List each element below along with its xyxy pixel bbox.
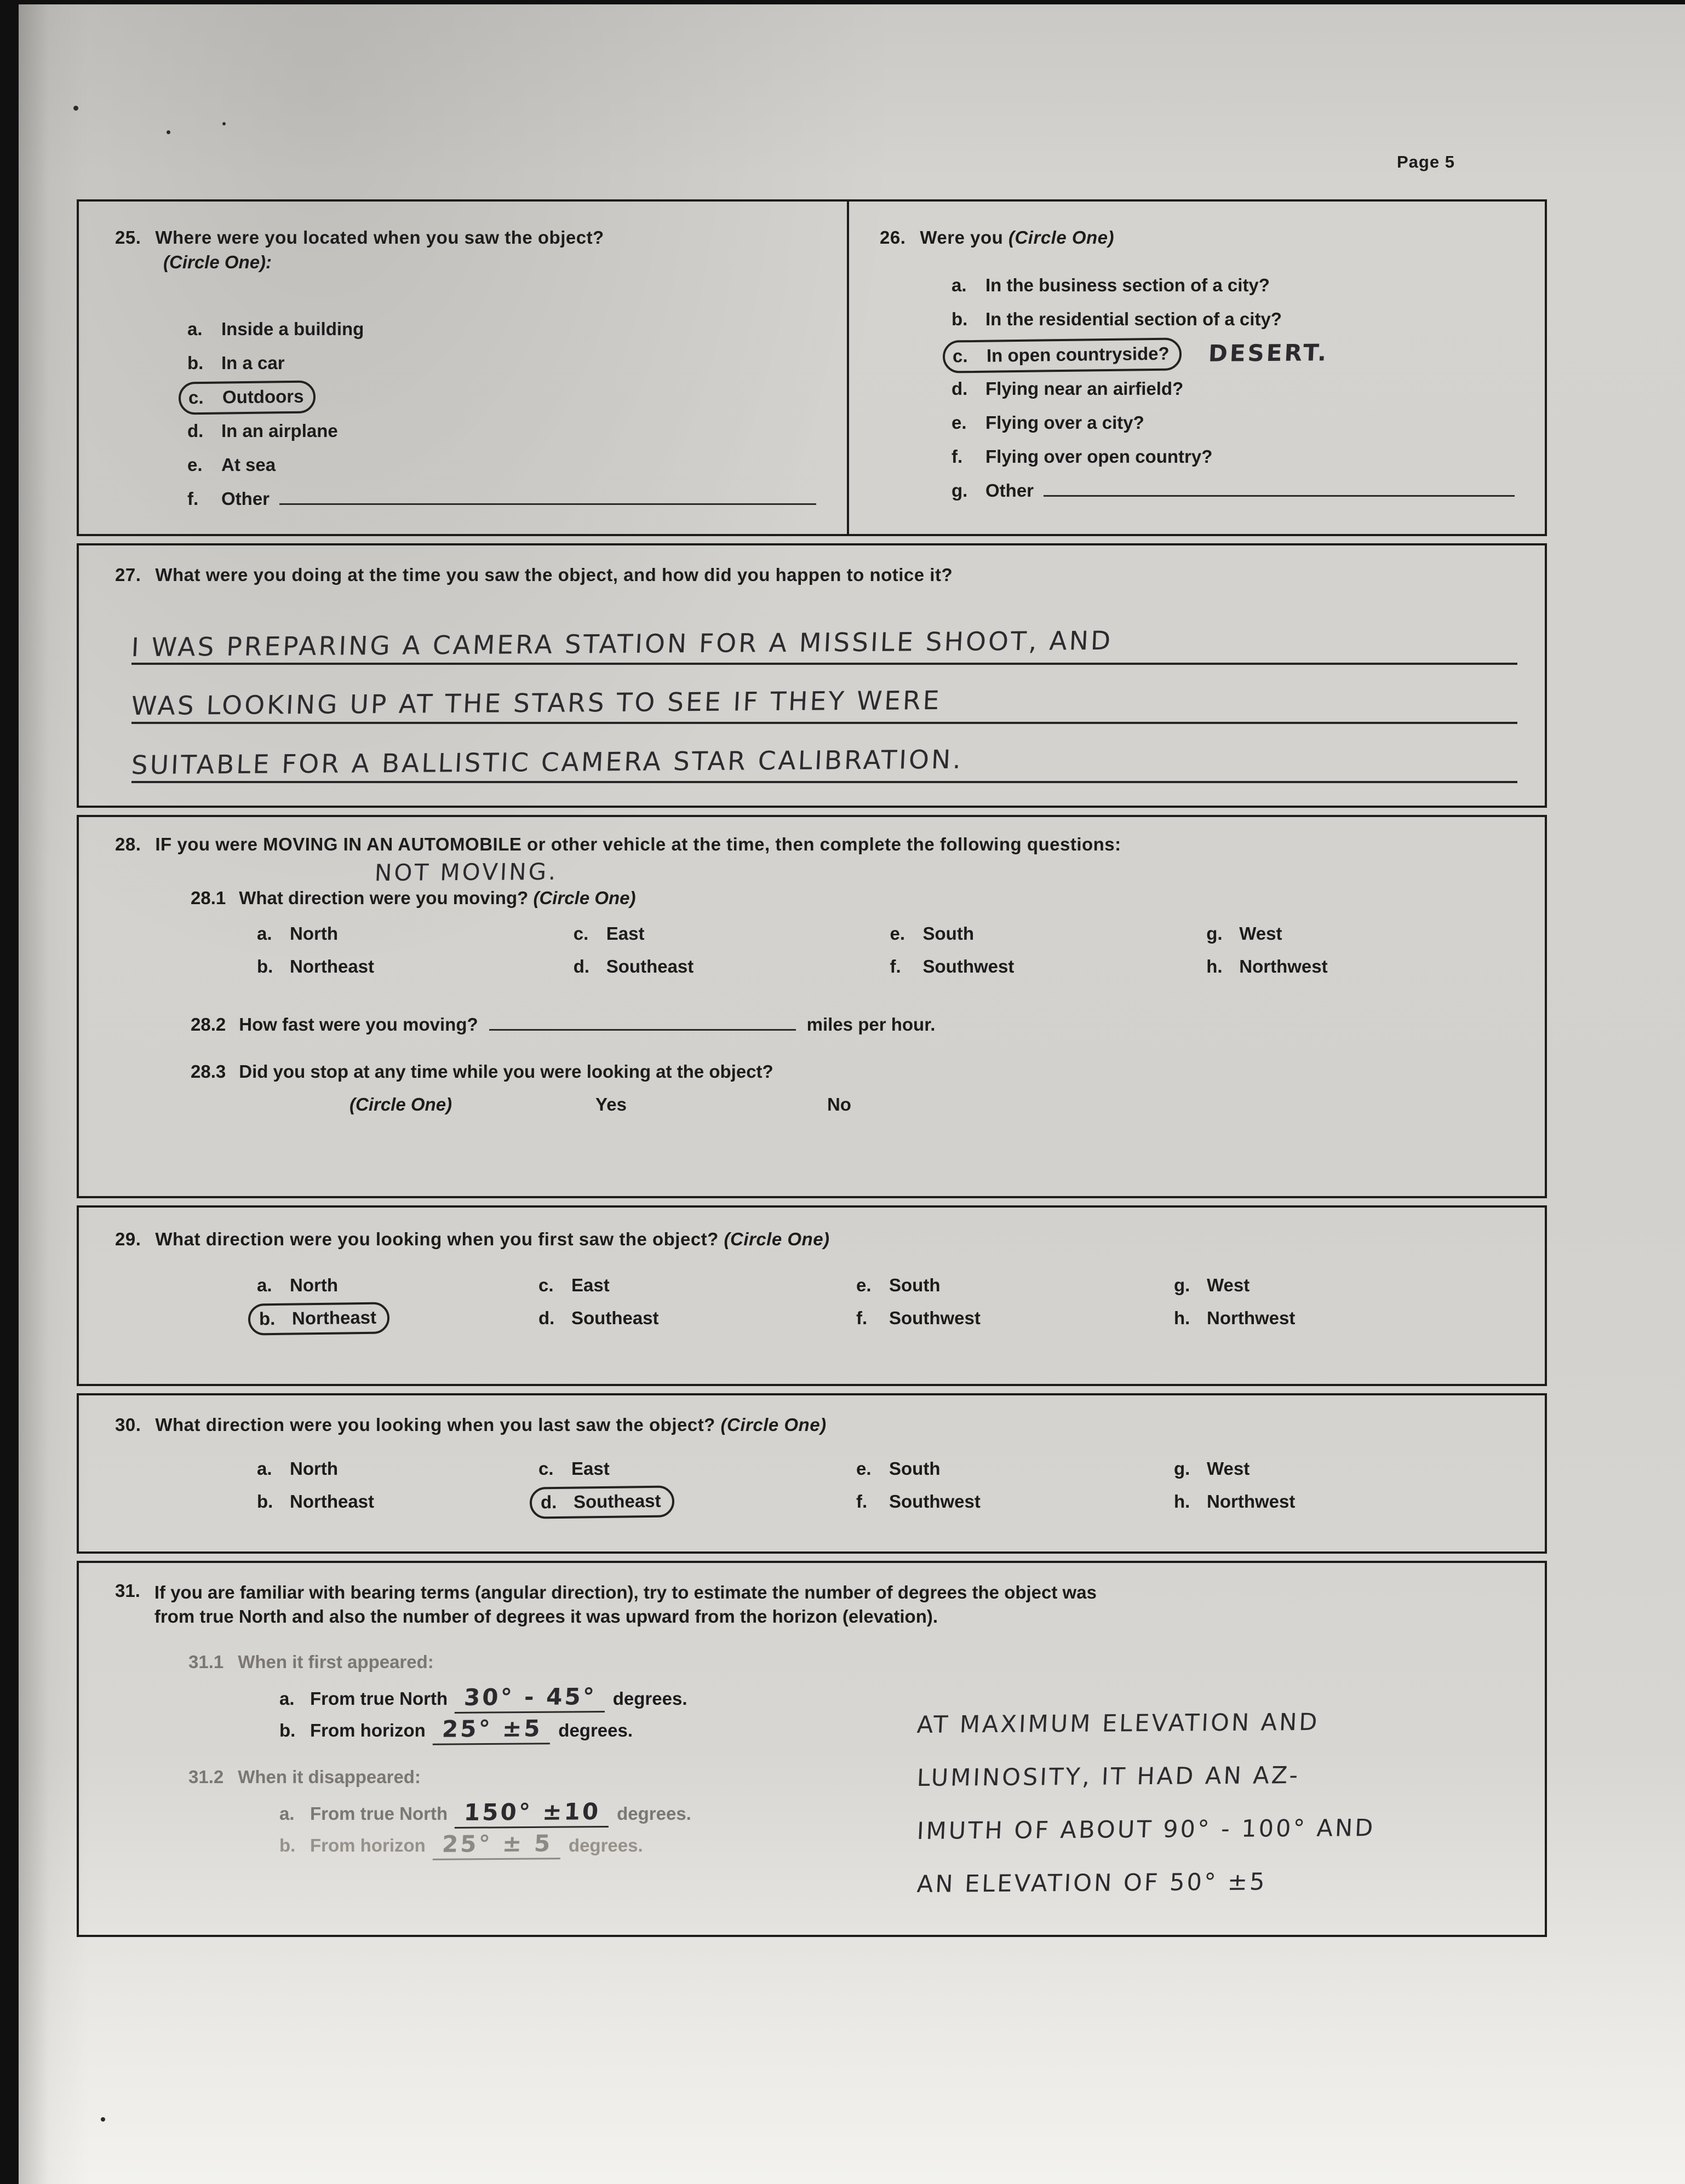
question-text: Were you	[920, 227, 1004, 248]
option-row	[952, 268, 1532, 302]
option-label: Other	[985, 480, 1034, 501]
direction-column	[538, 1452, 856, 1518]
question-text: What were you doing at the time you saw the object, and how did you happen to notice it?	[155, 565, 953, 585]
direction-column	[856, 1452, 1174, 1518]
option-letter: h.	[1206, 956, 1223, 976]
option-letter: e.	[187, 455, 203, 475]
question-text: When it disappeared:	[238, 1767, 421, 1787]
direction-column	[538, 1269, 856, 1335]
option-label: Southeast	[606, 956, 694, 976]
handwritten-answer: SUITABLE FOR A BALLISTIC CAMERA STAR CALIBRATION.	[130, 744, 964, 781]
question-text-line: from true North and also the number of degrees it was upward from the horizon (elevation).	[154, 1606, 938, 1626]
option-letter: c.	[188, 387, 204, 408]
option-row	[952, 302, 1532, 336]
option-row	[1206, 950, 1523, 983]
option-row	[856, 1485, 1174, 1518]
question-28-header	[115, 832, 1523, 857]
option-letter: a.	[187, 319, 203, 339]
scan-artifact	[73, 106, 78, 111]
option-row	[538, 1302, 856, 1335]
handwritten-note-line: LUMINOSITY, IT HAD AN AZ-	[916, 1762, 1301, 1792]
degrees-suffix: degrees.	[568, 1835, 643, 1855]
option-row	[856, 1452, 1174, 1485]
option-row	[1206, 917, 1523, 950]
option-row	[257, 1452, 538, 1485]
question-30-header	[115, 1413, 1523, 1437]
option-row	[1174, 1302, 1492, 1335]
option-label: In a car	[221, 353, 285, 373]
option-label: From horizon	[310, 1835, 426, 1855]
option-label: Southeast	[571, 1308, 659, 1328]
question-29-box	[77, 1205, 1547, 1386]
handwritten-answer: NOT MOVING.	[374, 858, 559, 887]
page-number: Page 5	[1397, 152, 1455, 171]
question-28-box	[77, 815, 1547, 1198]
option-label: Northeast	[291, 1307, 377, 1329]
option-letter: b.	[279, 1720, 296, 1740]
handwritten-answer: 150° ±10	[455, 1798, 610, 1829]
handwritten-answer: 30° - 45°	[455, 1683, 606, 1714]
option-row	[257, 917, 574, 950]
question-text: Where were you located when you saw the object?	[155, 227, 604, 248]
answer-line	[131, 724, 1517, 783]
direction-grid-29	[221, 1269, 1523, 1335]
option-label: North	[290, 1458, 338, 1479]
option-row	[538, 1485, 856, 1518]
question-number: 29.	[115, 1229, 141, 1249]
hand-circle-annotation	[530, 1485, 674, 1519]
option-label: Flying over open country?	[985, 446, 1213, 467]
circle-one-label: (Circle One)	[1008, 227, 1115, 248]
option-label: North	[290, 1275, 338, 1295]
option-letter: f.	[187, 488, 199, 509]
question-29-header	[115, 1227, 1523, 1251]
direction-column	[257, 917, 574, 983]
option-letter: d.	[540, 1492, 557, 1513]
option-row	[890, 950, 1207, 983]
option-letter: b.	[952, 309, 968, 329]
no-option: No	[827, 1094, 851, 1114]
option-letter: f.	[856, 1308, 868, 1328]
question-25-26-box	[77, 199, 1547, 536]
question-28-3	[191, 1061, 1523, 1082]
option-row	[1174, 1452, 1492, 1485]
question-number: 28.2	[191, 1014, 226, 1034]
option-label: Northeast	[290, 1491, 375, 1511]
option-label: In the residential section of a city?	[985, 309, 1282, 329]
option-row	[952, 336, 1532, 372]
option-letter: d.	[573, 956, 590, 976]
option-row	[538, 1452, 856, 1485]
circle-one-label: (Circle One)	[533, 888, 636, 908]
hand-circle-annotation	[179, 380, 316, 415]
scan-artifact	[101, 2117, 105, 2122]
option-row	[187, 346, 834, 380]
option-label: In an airplane	[221, 421, 338, 441]
option-letter: f.	[890, 956, 901, 976]
option-label: Outdoors	[222, 386, 304, 407]
direction-column	[890, 917, 1207, 983]
handwritten-answer: 25° ±5	[433, 1715, 552, 1745]
option-row	[1174, 1485, 1492, 1518]
question-text: When it first appeared:	[238, 1652, 434, 1672]
option-label: West	[1207, 1275, 1250, 1295]
direction-column	[1174, 1452, 1492, 1518]
option-row	[856, 1269, 1174, 1302]
question-26-header	[880, 226, 1532, 250]
questionnaire-form	[77, 199, 1547, 1944]
option-letter: g.	[1174, 1275, 1190, 1295]
option-label: Southwest	[889, 1308, 981, 1328]
question-number: 27.	[115, 565, 141, 585]
option-letter: a.	[257, 1275, 272, 1295]
question-suffix: miles per hour.	[806, 1014, 936, 1034]
option-row	[538, 1269, 856, 1302]
option-letter: d.	[952, 378, 968, 399]
circle-one-label: (Circle One)	[349, 1094, 452, 1114]
option-letter: a.	[279, 1688, 295, 1709]
option-letter: a.	[257, 1458, 272, 1479]
option-letter: f.	[952, 446, 963, 467]
option-letter: b.	[279, 1835, 296, 1855]
circle-one-label: (Circle One):	[163, 252, 272, 272]
option-row	[856, 1302, 1174, 1335]
handwritten-answer: WAS LOOKING UP AT THE STARS TO SEE IF THEY WERE	[130, 685, 942, 722]
question-28-1	[191, 888, 1523, 909]
option-letter: g.	[952, 480, 968, 501]
question-31-1-label	[188, 1652, 1523, 1673]
option-letter: h.	[1174, 1491, 1190, 1511]
option-label: Flying near an airfield?	[985, 378, 1184, 399]
option-row	[187, 414, 834, 448]
question-28-answer	[375, 859, 1523, 886]
option-letter: b.	[257, 956, 273, 976]
option-label: South	[889, 1458, 941, 1479]
handwritten-answer: 25° ± 5	[433, 1830, 562, 1860]
handwritten-note-line: AT MAXIMUM ELEVATION AND	[916, 1708, 1320, 1739]
option-letter: e.	[952, 412, 967, 433]
option-label: From true North	[310, 1688, 448, 1709]
hand-circle-annotation	[248, 1302, 390, 1335]
hand-circle-annotation	[943, 337, 1182, 373]
option-letter: a.	[279, 1803, 295, 1824]
option-letter: c.	[573, 923, 589, 944]
option-letter: h.	[1174, 1308, 1190, 1328]
option-label: From horizon	[310, 1720, 426, 1740]
question-text: Did you stop at any time while you were looking at the object?	[239, 1061, 773, 1082]
option-letter: e.	[856, 1458, 872, 1479]
option-label: In open countryside?	[986, 343, 1170, 366]
question-26-section	[849, 202, 1545, 534]
scanned-page	[19, 4, 1685, 2184]
option-label: From true North	[310, 1803, 448, 1824]
option-letter: d.	[538, 1308, 555, 1328]
option-label: East	[606, 923, 645, 944]
option-label: Southwest	[889, 1491, 981, 1511]
option-label: Northwest	[1207, 1491, 1296, 1511]
option-row	[257, 1269, 538, 1302]
option-label: Inside a building	[221, 319, 364, 339]
question-26-options	[952, 268, 1532, 508]
question-31-side-note	[917, 1697, 1536, 1909]
question-27-header	[115, 563, 1523, 587]
question-number: 30.	[115, 1415, 141, 1435]
question-text: What direction were you looking when you last saw the object?	[155, 1415, 715, 1435]
option-letter: g.	[1174, 1458, 1190, 1479]
option-letter: d.	[187, 421, 204, 441]
direction-column	[221, 1452, 538, 1518]
direction-grid-28-1	[257, 917, 1523, 983]
option-label: East	[571, 1458, 610, 1479]
question-number: 31.1	[188, 1652, 224, 1672]
option-row	[574, 917, 890, 950]
question-text: How fast were you moving?	[239, 1014, 478, 1034]
question-text: What direction were you moving?	[239, 888, 529, 908]
question-28-3-choices	[349, 1094, 1523, 1115]
option-row	[257, 1485, 538, 1518]
option-letter: g.	[1206, 923, 1223, 944]
question-31-header	[115, 1580, 1523, 1629]
option-label: South	[922, 923, 974, 944]
option-row	[1174, 1269, 1492, 1302]
option-row	[257, 950, 574, 983]
question-27-box	[77, 543, 1547, 808]
option-label: West	[1207, 1458, 1250, 1479]
option-label: At sea	[221, 455, 276, 475]
option-label: Southeast	[573, 1490, 661, 1512]
circle-one-label: (Circle One)	[720, 1415, 827, 1435]
option-label: Other	[221, 488, 270, 509]
option-label: Northeast	[290, 956, 375, 976]
question-text: What direction were you looking when you first saw the object?	[155, 1229, 719, 1249]
direction-column	[1174, 1269, 1492, 1335]
question-text: IF you were MOVING IN AN AUTOMOBILE or other vehicle at the time, then complete the following questions:	[155, 834, 1121, 854]
option-letter: c.	[952, 346, 968, 366]
degrees-suffix: degrees.	[612, 1688, 687, 1709]
option-row	[257, 1302, 538, 1335]
question-28-2	[191, 1011, 1523, 1035]
option-label: In the business section of a city?	[985, 275, 1270, 295]
question-number: 28.3	[191, 1061, 226, 1082]
option-letter: f.	[856, 1491, 868, 1511]
question-number: 31.	[115, 1580, 140, 1601]
option-label: East	[571, 1275, 610, 1295]
option-label: North	[290, 923, 338, 944]
option-row	[574, 950, 890, 983]
option-letter: a.	[952, 275, 967, 295]
question-number: 28.	[115, 834, 141, 854]
scan-artifact	[222, 122, 226, 125]
answer-line	[131, 606, 1517, 665]
option-label: Northwest	[1207, 1308, 1296, 1328]
option-row	[187, 482, 834, 516]
question-25-section	[79, 202, 849, 534]
blank-line	[1044, 478, 1515, 497]
option-row	[952, 474, 1532, 508]
option-row	[187, 380, 834, 414]
question-text	[154, 1580, 1097, 1629]
answer-line	[131, 665, 1517, 724]
direction-column	[1206, 917, 1523, 983]
option-label: Northwest	[1239, 956, 1328, 976]
option-row	[890, 917, 1207, 950]
option-row	[952, 440, 1532, 474]
question-30-box	[77, 1393, 1547, 1554]
option-letter: b.	[187, 353, 204, 373]
yes-option: Yes	[595, 1094, 627, 1114]
handwritten-answer: I WAS PREPARING A CAMERA STATION FOR A MISSILE SHOOT, AND	[130, 625, 1114, 663]
option-letter: e.	[890, 923, 905, 944]
option-letter: c.	[538, 1458, 554, 1479]
circle-one-label: (Circle One)	[724, 1229, 830, 1249]
question-25-header	[115, 226, 834, 250]
option-letter: b.	[259, 1308, 276, 1329]
option-label: South	[889, 1275, 941, 1295]
direction-column	[856, 1269, 1174, 1335]
scan-artifact	[167, 130, 170, 134]
question-number: 25.	[115, 227, 141, 248]
option-label: Flying over a city?	[985, 412, 1144, 433]
question-text-line: If you are familiar with bearing terms (angular direction), try to estimate the number of degrees the object was	[154, 1582, 1097, 1602]
handwritten-answer: DESERT.	[1207, 339, 1329, 367]
handwritten-note-line: IMUTH OF ABOUT 90° - 100° AND	[916, 1814, 1376, 1845]
question-31-box	[77, 1561, 1547, 1937]
direction-grid-30	[221, 1452, 1523, 1518]
option-row	[187, 312, 834, 346]
degrees-suffix: degrees.	[617, 1803, 691, 1824]
direction-column	[574, 917, 890, 983]
question-number: 28.1	[191, 888, 226, 908]
blank-line	[279, 486, 816, 505]
option-letter: b.	[257, 1491, 273, 1511]
direction-column	[221, 1269, 538, 1335]
option-letter: c.	[538, 1275, 554, 1295]
question-27-answer	[131, 606, 1523, 783]
question-25-options	[187, 312, 834, 516]
option-label: Southwest	[922, 956, 1015, 976]
option-row	[187, 448, 834, 482]
question-number: 31.2	[188, 1767, 224, 1787]
option-letter: e.	[856, 1275, 872, 1295]
handwritten-note-line: AN ELEVATION OF 50° ±5	[916, 1868, 1268, 1898]
option-letter: a.	[257, 923, 272, 944]
option-row	[952, 406, 1532, 440]
blank-line	[489, 1011, 796, 1031]
question-number: 26.	[880, 227, 906, 248]
option-row	[952, 372, 1532, 406]
option-label: West	[1239, 923, 1282, 944]
degrees-suffix: degrees.	[558, 1720, 633, 1740]
